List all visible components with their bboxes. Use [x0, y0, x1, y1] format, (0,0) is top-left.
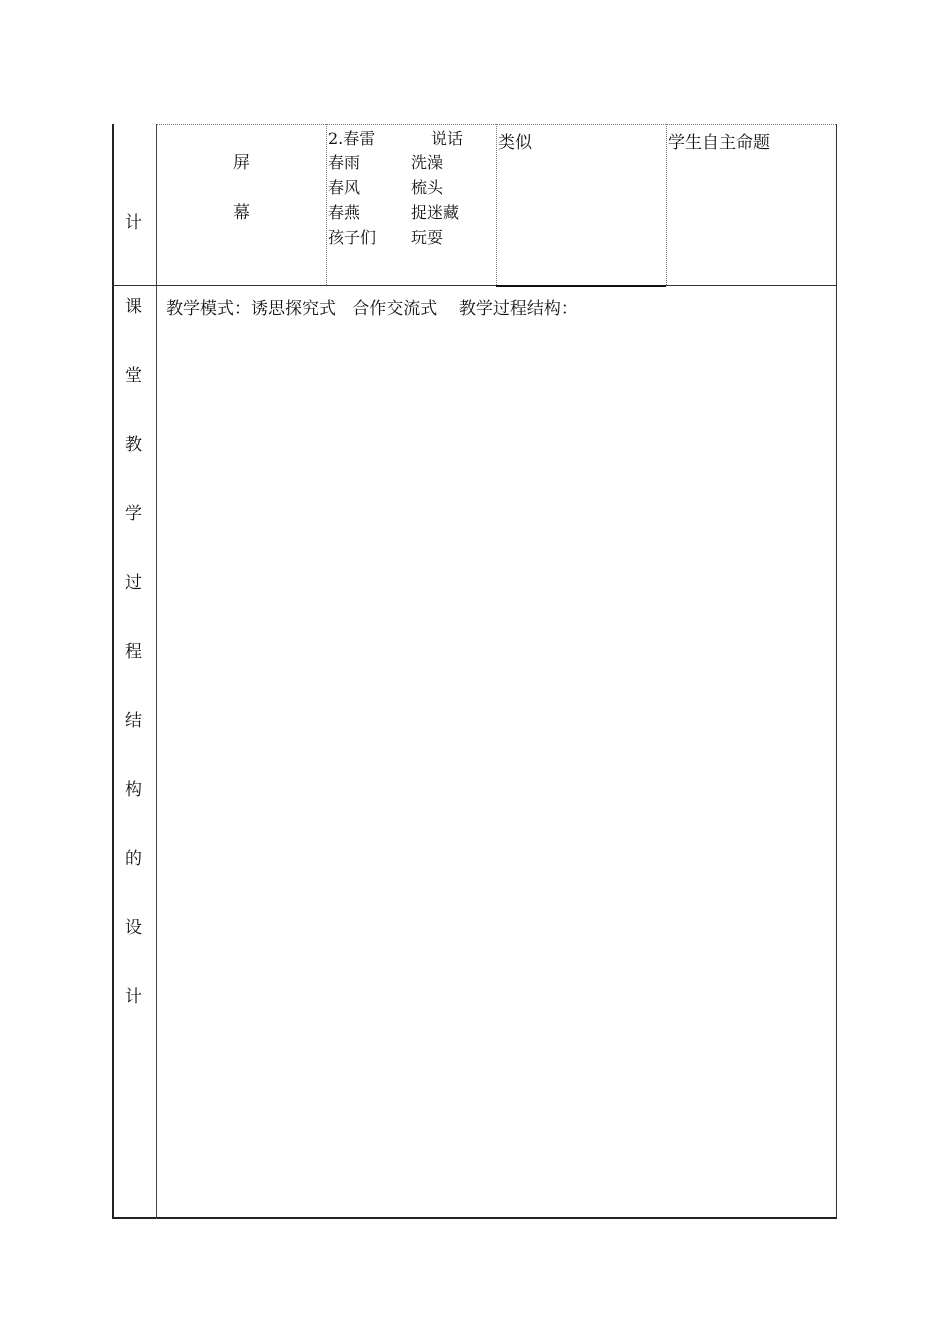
- cell2-header-left: 2.春雷: [328, 129, 376, 148]
- cell3-text: 类似: [498, 133, 532, 153]
- top-left-label: 计: [125, 213, 142, 233]
- dotted-divider-1: [326, 124, 327, 285]
- cell2-row-right: 洗澡: [411, 153, 444, 172]
- dotted-divider-2: [496, 124, 497, 285]
- side-label-char: 程: [125, 642, 142, 662]
- screen-char-2: 幕: [233, 203, 250, 223]
- side-label-char: 堂: [125, 366, 142, 386]
- cell2-row-left: 孩子们: [328, 228, 377, 247]
- side-label-char: 设: [125, 918, 142, 938]
- cell2-row-left: 春风: [328, 178, 361, 197]
- row-divider: [112, 285, 837, 286]
- side-label-char: 的: [125, 849, 142, 869]
- side-label-char: 构: [125, 780, 142, 800]
- side-label-char: 计: [125, 987, 142, 1007]
- column-divider: [156, 124, 157, 1219]
- cell2-row-right: 玩耍: [411, 228, 444, 247]
- cell4-text: 学生自主命题: [668, 133, 770, 153]
- screen-char-1: 屏: [233, 153, 250, 173]
- cell2-header-right: 说话: [431, 129, 464, 148]
- side-label-char: 学: [125, 504, 142, 524]
- side-label-char: 过: [125, 573, 142, 593]
- cell-underline: [496, 285, 666, 287]
- side-label-char: 教: [125, 435, 142, 455]
- side-label-char: 结: [125, 711, 142, 731]
- cell2-row-left: 春雨: [328, 153, 361, 172]
- cell2-row-right: 梳头: [411, 178, 444, 197]
- cell2-row-left: 春燕: [328, 203, 361, 222]
- cell2-row-right: 捉迷藏: [411, 203, 460, 222]
- table-frame: [112, 124, 837, 1219]
- dotted-divider-3: [666, 124, 667, 285]
- teaching-mode-line: 教学模式：诱思探究式 合作交流式 教学过程结构：: [166, 299, 578, 319]
- side-label-char: 课: [125, 297, 142, 317]
